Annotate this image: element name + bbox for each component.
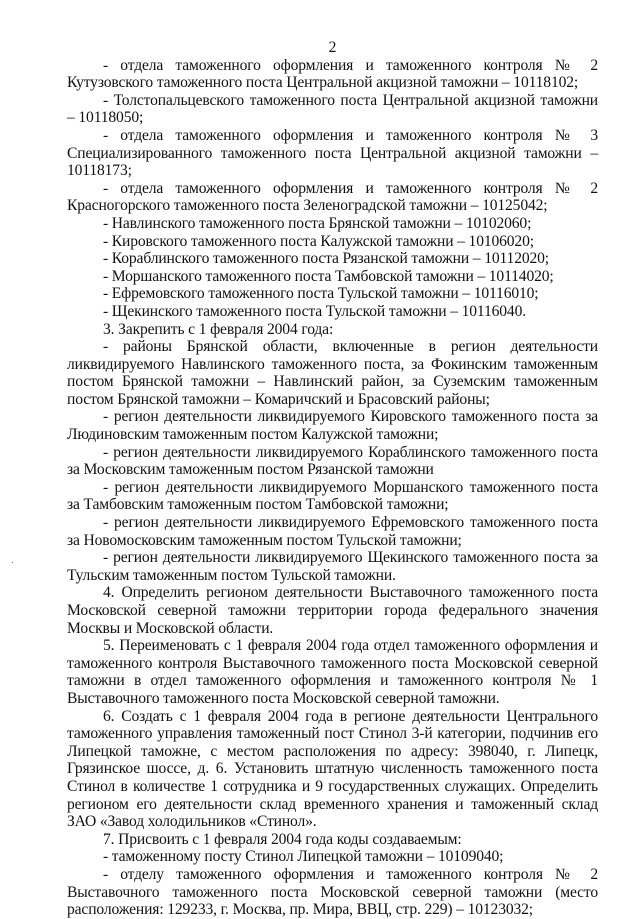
list-item: - Ефремовского таможенного поста Тульской таможни – 10116010; [103, 285, 539, 303]
list-item: - Кировского таможенного поста Калужской таможни – 10106020; [103, 232, 534, 250]
section-4: 4. Определить регионом деятельности Выставочного таможенного поста Московской северной таможни территории города федерального значения Москвы и Московской области. [67, 584, 598, 637]
paragraph: - регион деятельности ликвидируемого Ефремовского таможенного поста за Новомосковским таможенным постом Тульской таможни; [67, 514, 598, 549]
paragraph: - отдела таможенного оформления и таможенного контроля № 3 Специализированного таможенного поста Центральной акцизной таможни – 10118173; [67, 126, 598, 180]
paragraph: - регион деятельности ликвидируемого Кировского таможенного поста за Людиновским таможенным постом Калужской таможни; [67, 408, 598, 444]
list-item: - Щекинского таможенного поста Тульской таможни – 10116040. [103, 302, 526, 320]
paragraph: - регион деятельности ликвидируемого Моршанского таможенного поста за Тамбовским таможенным постом Тамбовской таможни; [67, 478, 598, 514]
document-body [67, 57, 598, 919]
paragraph: - отдела таможенного оформления и таможенного контроля № 2 Кутузовского таможенного поста Центральной акцизной таможни – 10118102; [67, 56, 598, 92]
paragraph: - отдела таможенного оформления и таможенного контроля № 2 Красногорского таможенного поста Зеленоградской таможни – 10125042; [67, 179, 598, 215]
paragraph: - районы Брянской области, включенные в регион деятельности ликвидируемого Навлинского таможенного поста, за Фокинским таможенным постом Брянской таможни – Навлинский район, за Суземским таможенным постом Брянской таможни – Комаричский и Брасовский районы; [67, 338, 598, 408]
document-page [67, 39, 598, 919]
paragraph: - Толстопальцевского таможенного поста Центральной акцизной таможни – 10118050; [67, 91, 598, 127]
paragraph: - регион деятельности ликвидируемого Кораблинского таможенного поста за Московским таможенным постом Рязанской таможни [67, 443, 598, 479]
section-heading-3: 3. Закрепить с 1 февраля 2004 года: [103, 320, 334, 338]
paragraph: - отделу таможенного оформления и таможенного контроля № 2 Выставочного таможенного поста Московской северной таможни (место расположения: 129233, г. Москва, пр. Мира, ВВЦ, стр. 229) – 10123032; [67, 865, 598, 919]
section-7: 7. Присвоить с 1 февраля 2004 года коды создаваемым: [103, 830, 462, 848]
section-5: 5. Переименовать с 1 февраля 2004 года отдел таможенного оформления и таможенного контроля Выставочного таможенного поста Московской северной таможни в отдел таможенного оформления и таможенного контроля № 1 Выставочного таможенного поста Московской северной таможни. [67, 637, 598, 707]
list-item: - Навлинского таможенного поста Брянской таможни – 10102060; [103, 214, 532, 232]
list-item: - Кораблинского таможенного поста Рязанской таможни – 10112020; [103, 250, 549, 268]
scan-artifact-dot [12, 562, 13, 563]
section-6: 6. Создать с 1 февраля 2004 года в регионе деятельности Центрального таможенного управления таможенный пост Стинол 3-й категории, подчинив его Липецкой таможне, с местом расположения по адресу: 398040, г. Липецк, Грязинское шоссе, д. 6. Установить штатную численность таможенного поста Стинол в количестве 1 сотрудника и 9 государственных служащих. Определить регионом его деятельности склад временного хранения и таможенный склад ЗАО «Завод холодильников «Стинол». [67, 707, 598, 831]
list-item: - таможенному посту Стинол Липецкой таможни – 10109040; [103, 848, 504, 866]
list-item: - Моршанского таможенного поста Тамбовской таможни – 10114020; [103, 267, 554, 285]
paragraph: - регион деятельности ликвидируемого Щекинского таможенного поста за Тульским таможенным постом Тульской таможни. [67, 549, 598, 584]
page-number: 2 [328, 39, 337, 56]
